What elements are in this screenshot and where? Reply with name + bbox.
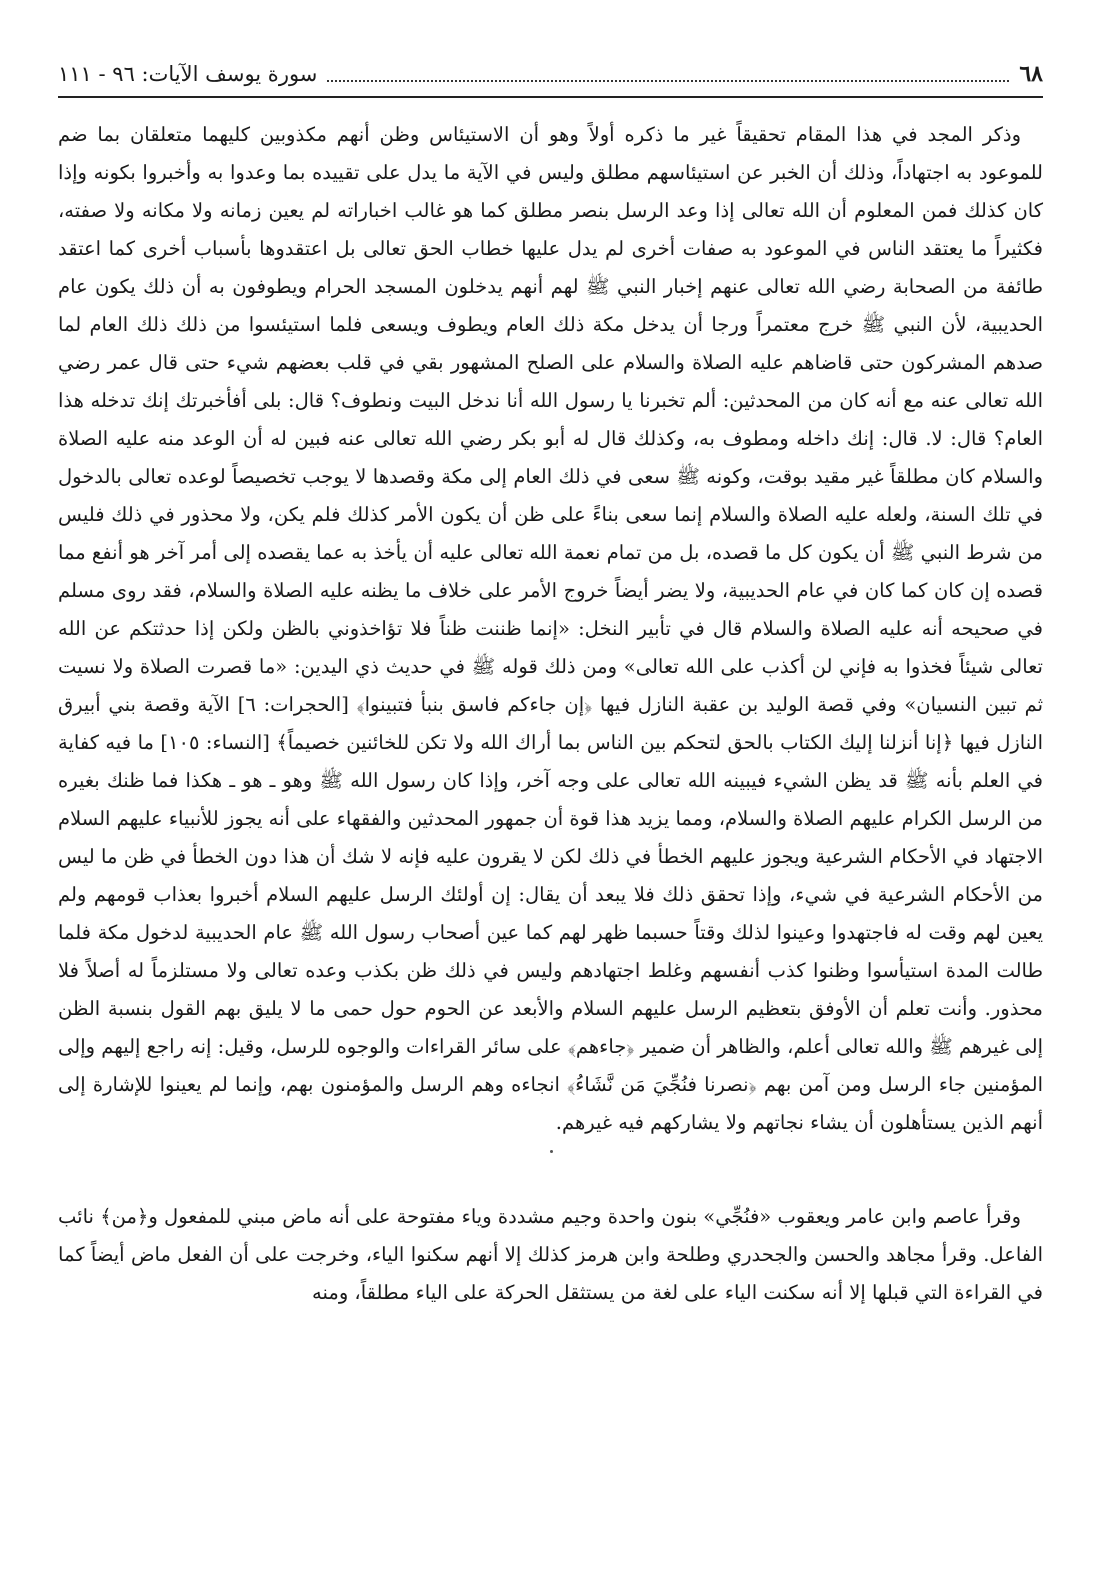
commentary-text	[58, 116, 1043, 1312]
separator-dot	[550, 1150, 553, 1153]
paragraph: وقرأ عاصم وابن عامر ويعقوب «فنُجِّي» بنون واحدة وجيم مشددة وياء مفتوحة على أنه ماض مبني للمفعول و﴿من﴾ نائب الفاعل. وقرأ مجاهد والحسن والجحدري وطلحة وابن هرمز كذلك إلا أنهم سكنوا الياء، وخرجت على أن الفعل ماض أيضاً كما في القراءة التي قبلها إلا أنه سكنت الياء على لغة من يستثقل الحركة على الياء مطلقاً، ومنه	[58, 1205, 1043, 1304]
running-header	[58, 52, 1043, 98]
chapter-title: سورة يوسف الآيات: ٩٦ - ١١١	[58, 62, 318, 86]
dotted-leader	[327, 66, 1009, 82]
book-page	[58, 52, 1043, 1552]
page-number: ٦٨	[1019, 61, 1043, 87]
paragraph: وذكر المجد في هذا المقام تحقيقاً غير ما ذكره أولاً وهو أن الاستيئاس وظن أنهم مكذوبين كليهما متعلقان بما ضم للموعود به اجتهاداً، وذلك أن الخبر عن استيئاسهم مطلق وليس في الآية ما يدل على تقييده بما وعدوا به وأخبروا بكونه وإذا كان كذلك فمن المعلوم أن الله تعالى إذا وعد الرسل بنصر مطلق كما هو غالب اخباراته لم يعين زمانه ولا مكانه ولا صفته، فكثيراً ما يعتقد الناس في الموعود به صفات أخرى لم يدل عليها خطاب الحق تعالى بل اعتقدوها بأسباب أخرى كما اعتقد طائفة من الصحابة رضي الله تعالى عنهم إخبار النبي ﷺ لهم أنهم يدخلون المسجد الحرام ويطوفون به أن ذلك يكون عام الحديبية، لأن النبي ﷺ خرج معتمراً ورجا أن يدخل مكة ذلك العام ويطوف ويسعى فلما استيئسوا من ذلك ذلك العام لما صدهم المشركون حتى قاضاهم عليه الصلاة والسلام على الصلح المشهور بقي في قلب بعضهم شيء حتى قال عمر رضي الله تعالى عنه مع أنه كان من المحدثين: ألم تخبرنا يا رسول الله أنا ندخل البيت ونطوف؟ قال: بلى أفأخبرتك إنك تدخله هذا العام؟ قال: لا. قال: إنك داخله ومطوف به، وكذلك قال له أبو بكر رضي الله تعالى عنه فبين له أن الوعد منه عليه الصلاة والسلام كان مطلقاً غير مقيد بوقت، وكونه ﷺ سعى في ذلك العام إلى مكة وقصدها لا يوجب تخصيصاً لوعده تعالى بالدخول في تلك السنة، ولعله عليه الصلاة والسلام إنما سعى بناءً على ظن أن يكون الأمر كذلك فلم يكن، ولا محذور في ذلك فليس من شرط النبي ﷺ أن يكون كل ما قصده، بل من تمام نعمة الله تعالى عليه أن يأخذ به عما يقصده إلى أمر آخر هو أنفع مما قصده إن كان كما كان في عام الحديبية، ولا يضر أيضاً خروج الأمر على خلاف ما يظنه عليه الصلاة والسلام، فقد روى مسلم في صحيحه أنه عليه الصلاة والسلام قال في تأبير النخل: «إنما ظننت ظناً فلا تؤاخذوني بالظن ولكن إذا حدثتكم عن الله تعالى شيئاً فخذوا به فإني لن أكذب على الله تعالى» ومن ذلك قوله ﷺ في حديث ذي اليدين: «ما قصرت الصلاة ولا نسيت ثم تبين النسيان» وفي قصة الوليد بن عقبة النازل فيها ﴿إن جاءكم فاسق بنبأ فتبينوا﴾ [الحجرات: ٦] الآية وقصة بني أبيرق النازل فيها ﴿إنا أنزلنا إليك الكتاب بالحق لتحكم بين الناس بما أراك الله ولا تكن للخائنين خصيماً﴾ [النساء: ١٠٥] ما فيه كفاية في العلم بأنه ﷺ قد يظن الشيء فيبينه الله تعالى على وجه آخر، وإذا كان رسول الله ﷺ وهو ـ هو ـ هكذا فما ظنك بغيره من الرسل الكرام عليهم الصلاة والسلام، ومما يزيد هذا قوة أن جمهور المحدثين والفقهاء على أنه يجوز للأنبياء عليهم السلام الاجتهاد في الأحكام الشرعية ويجوز عليهم الخطأ في ذلك لكن لا يقرون عليه فإنه لا شك أن هذا دون الخطأ في ظن ما ليس من الأحكام الشرعية في شيء، وإذا تحقق ذلك فلا يبعد أن يقال: إن أولئك الرسل عليهم السلام أخبروا بعذاب قومهم ولم يعين لهم وقت له فاجتهدوا وعينوا لذلك وقتاً حسبما ظهر لهم كما عين أصحاب رسول الله ﷺ عام الحديبية لدخول مكة فلما طالت المدة استيأسوا وظنوا كذب أنفسهم وغلط اجتهادهم وليس في ذلك ظن بكذب وعده تعالى ولا مستلزماً له أصلاً فلا محذور. وأنت تعلم أن الأوفق بتعظيم الرسل عليهم السلام والأبعد عن الحوم حول حمى ما لا يليق بهم القول بنسبة الظن إلى غيرهم ﷺ والله تعالى أعلم، والظاهر أن ضمير ﴿جاءهم﴾ على سائر القراءات والوجوه للرسل، وقيل: إنه راجع إليهم وإلى المؤمنين جاء الرسل ومن آمن بهم ﴿نصرنا فنُجِّيَ مَن نَّشَاءُ﴾ انجاءه وهم الرسل والمؤمنون بهم، وإنما لم يعينوا للإشارة إلى أنهم الذين يستأهلون أن يشاء نجاتهم ولا يشاركهم فيه غيرهم.	[58, 123, 1043, 1134]
section-separator	[58, 1142, 1043, 1198]
